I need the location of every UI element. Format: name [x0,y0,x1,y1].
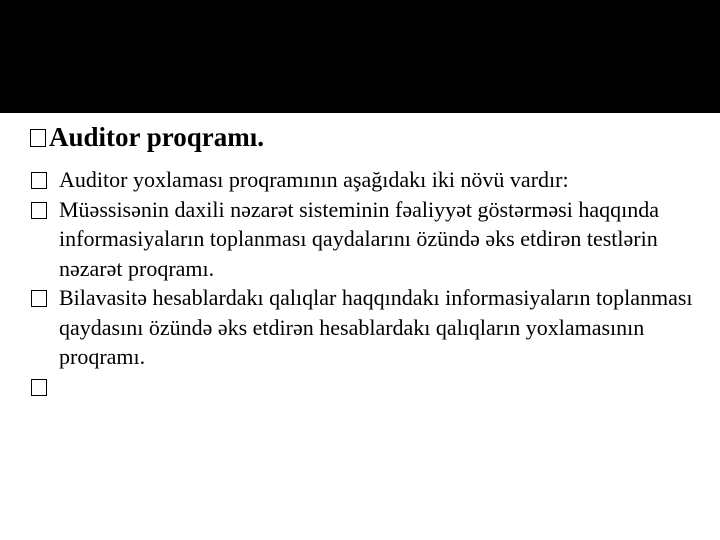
slide-content [30,119,700,412]
bullet-box-icon [31,172,47,189]
bullet-item [30,195,700,284]
bullet-item [30,283,700,372]
bullet-text: Müəssisənin daxili nəzarət sisteminin fəaliyyət göstərməsi haqqında informasiyaların toplanması qaydalarını özündə əks etdirən testlərin nəzarət proqramı. [59,196,659,281]
slide-title-row [30,119,700,155]
bullet-item-empty [30,372,700,412]
slide-title: Auditor proqramı. [49,122,265,152]
bullet-item [30,165,700,195]
bullet-text: Auditor yoxlaması proqramının aşağıdakı iki növü vardır: [59,167,569,192]
header-bar [0,0,720,113]
bullet-box-icon [30,129,46,147]
bullet-box-icon [31,379,47,396]
bullet-box-icon [31,202,47,219]
bullet-box-icon [31,290,47,307]
bullet-text: Bilavasitə hesablardakı qalıqlar haqqındakı informasiyaların toplanması qaydasını özündə əks etdirən hesablardakı qalıqların yoxlamasının proqramı. [59,285,693,369]
